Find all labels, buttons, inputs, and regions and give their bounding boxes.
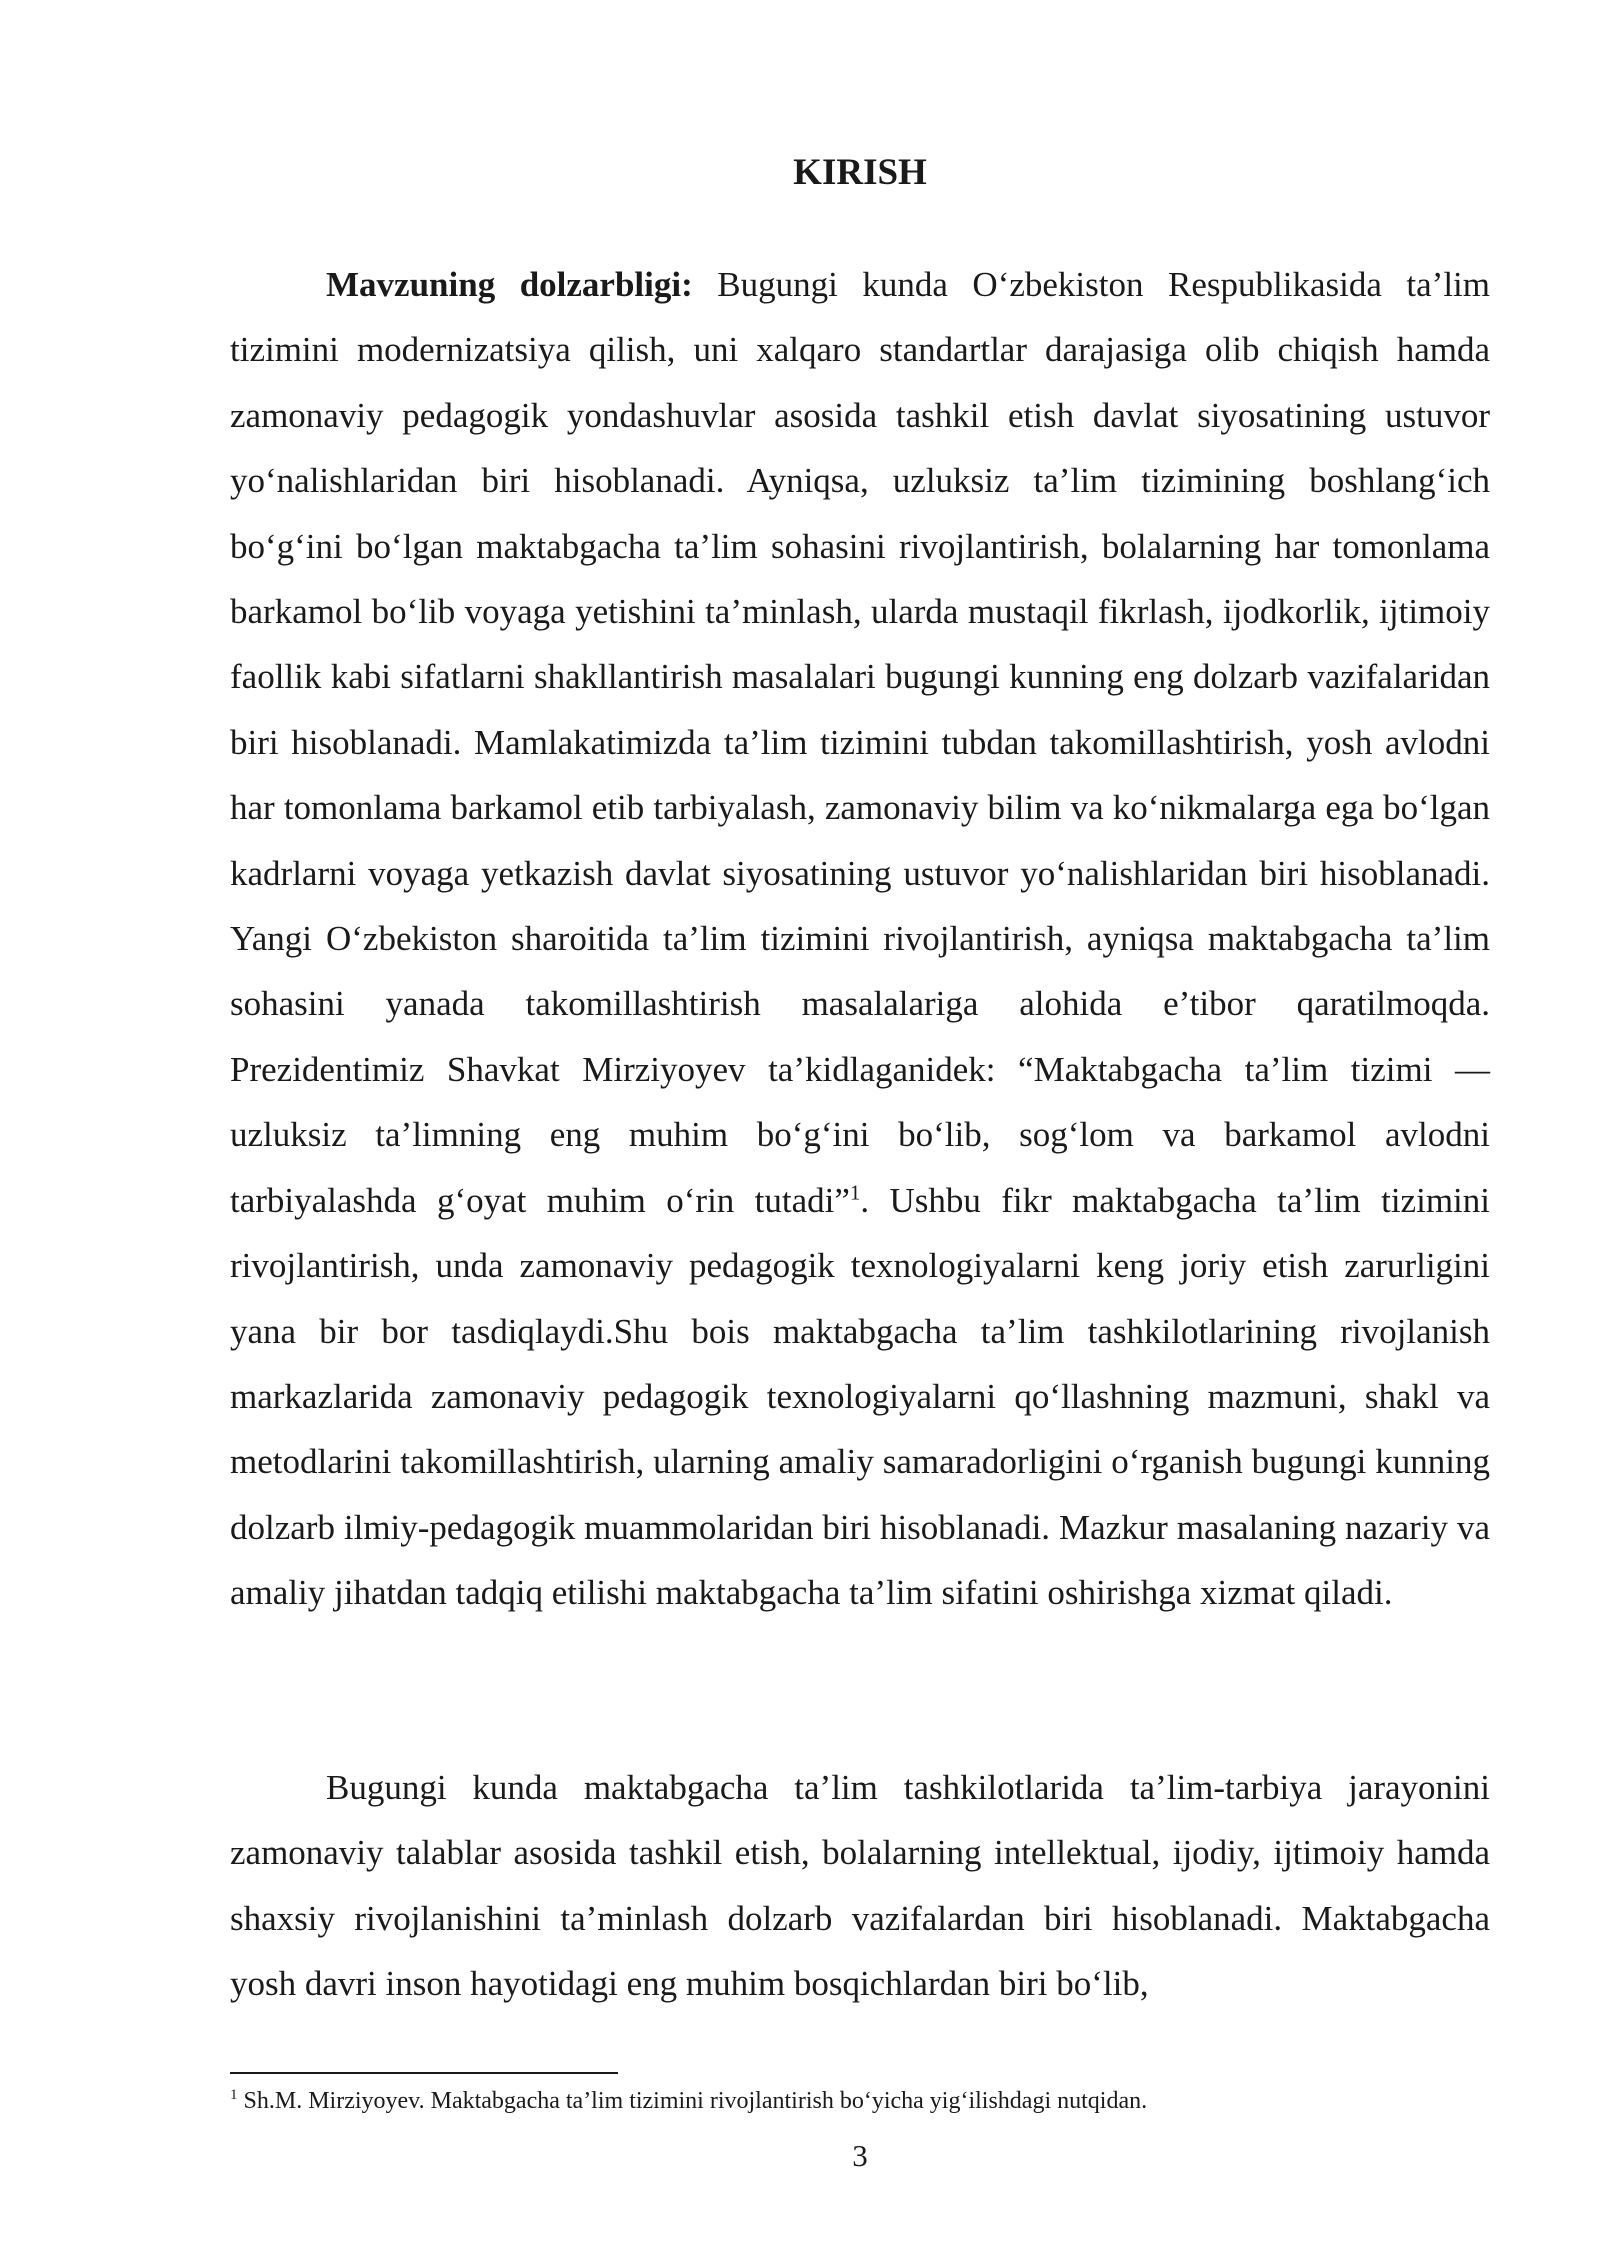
footnote-reference[interactable]: 1	[849, 1180, 861, 1205]
paragraph-text-continued: . Ushbu fikr maktabgacha ta’lim tizimini rivojlantirish, unda zamonaviy pedagogik texnologiyalarni keng joriy etish zarurligini yana bir bor tasdiqlaydi.Shu bois maktabgacha ta’lim tashkilotlarining rivojlanish markazlarida zamonaviy pedagogik texnologiyalarni qo‘llashning mazmuni, shakl va metodlarini takomillashtirish, ularning amaliy samaradorligini o‘rganish bugungi kunning dolzarb ilmiy-pedagogik muammolaridan biri hisoblanadi. Mazkur masalaning nazariy va amaliy jihatdan tadqiq etilishi maktabgacha ta’lim sifatini oshirishga xizmat qiladi.	[230, 1180, 1490, 1613]
footnote	[230, 2085, 1490, 2117]
page-number: 3	[852, 2138, 868, 2173]
footnote-mark: 1	[230, 2087, 238, 2103]
footnote-divider	[230, 2072, 618, 2074]
paragraph-relevance	[230, 252, 1490, 1626]
page-title: KIRISH	[793, 152, 927, 193]
paragraph-text: Bugungi kunda O‘zbekiston Respublikasida ta’lim tizimini modernizatsiya qilish, uni xalqaro standartlar darajasiga olib chiqish hamda zamonaviy pedagogik yondashuvlar asosida tashkil etish davlat siyosatining ustuvor yo‘nalishlaridan biri hisoblanadi. Ayniqsa, uzluksiz ta’lim tizimining boshlang‘ich bo‘g‘ini bo‘lgan maktabgacha ta’lim sohasini rivojlantirish, bolalarning har tomonlama barkamol bo‘lib voyaga yetishini ta’minlash, ularda mustaqil fikrlash, ijodkorlik, ijtimoiy faollik kabi sifatlarni shakllantirish masalalari bugungi kunning eng dolzarb vazifalaridan biri hisoblanadi. Mamlakatimizda ta’lim tizimini tubdan takomillashtirish, yosh avlodni har tomonlama barkamol etib tarbiyalash, zamonaviy bilim va ko‘nikmalarga ega bo‘lgan kadrlarni voyaga yetkazish davlat siyosatining ustuvor yo‘nalishlaridan biri hisoblanadi. Yangi O‘zbekiston sharoitida ta’lim tizimini rivojlantirish, ayniqsa maktabgacha ta’lim sohasini yanada takomillashtirish masalalariga alohida e’tibor qaratilmoqda. Prezidentimiz Shavkat Mirziyoyev ta’kidlaganidek: “Maktabgacha ta’lim tizimi — uzluksiz ta’limning eng muhim bo‘g‘ini bo‘lib, sog‘lom va barkamol avlodni tarbiyalashda g‘oyat muhim o‘rin tutadi”	[230, 265, 1490, 1220]
paragraph-second: Bugungi kunda maktabgacha ta’lim tashkilotlarida ta’lim-tarbiya jarayonini zamonaviy talablar asosida tashkil etish, bolalarning intellektual, ijodiy, ijtimoiy hamda shaxsiy rivojlanishini ta’minlash dolzarb vazifalardan biri hisoblanadi. Maktabgacha yosh davri inson hayotidagi eng muhim bosqichlardan biri bo‘lib,	[230, 1768, 1490, 2004]
paragraph-lead: Mavzuning dolzarbligi:	[326, 265, 693, 304]
footnote-text: Sh.M. Mirziyoyev. Maktabgacha ta’lim tizimini rivojlantirish bo‘yicha yig‘ilishdagi nutqidan.	[243, 2088, 1148, 2114]
